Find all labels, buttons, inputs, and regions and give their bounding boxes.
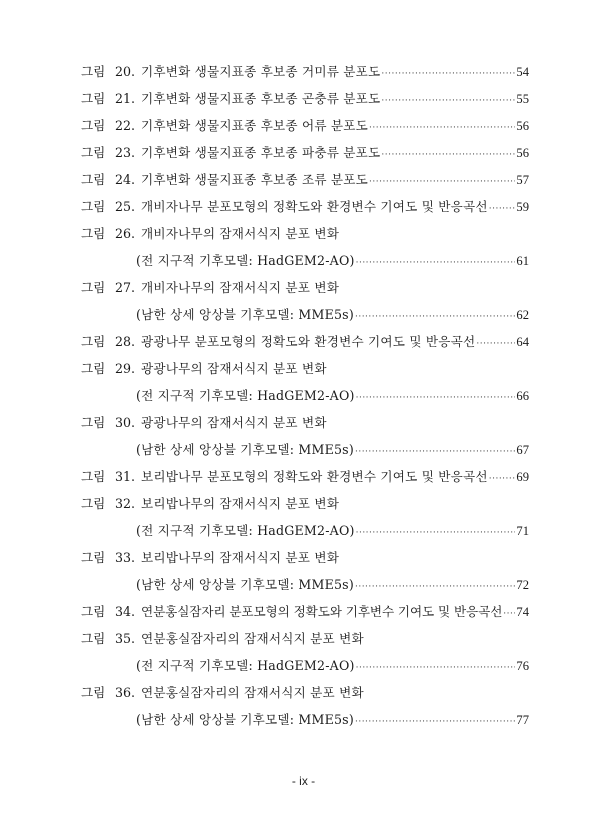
entry-prefix: 그림: [81, 415, 106, 430]
toc-entry[interactable]: [0, 274, 607, 301]
entry-number: 32.: [115, 496, 136, 511]
page-number: - ix -: [291, 774, 316, 788]
entry-number: 28.: [115, 334, 136, 349]
entry-prefix: 그림: [81, 334, 106, 349]
entry-title: 연분홍실잠자리의 잠재서식지 분포 변화: [141, 631, 364, 646]
dot-leader: [356, 385, 516, 412]
entry-prefix: 그림: [81, 64, 106, 79]
entry-page-number: 72: [516, 578, 529, 592]
entry-line: [136, 382, 529, 412]
entry-title: (전 지구적 기후모델: HadGEM2-AO): [136, 658, 355, 673]
entry-number: 31.: [115, 469, 136, 484]
toc-entry[interactable]: [0, 652, 607, 679]
dot-leader: [369, 169, 515, 196]
entry-number: 34.: [115, 604, 136, 619]
entry-line: [141, 490, 529, 517]
entry-page-number: 76: [516, 659, 529, 673]
entry-line: [141, 274, 529, 301]
entry-prefix: 그림: [81, 280, 106, 295]
dot-leader: [355, 439, 515, 466]
entry-page-number: 71: [516, 524, 529, 538]
entry-prefix: 그림: [81, 226, 106, 241]
figure-list: [0, 58, 607, 733]
toc-entry[interactable]: [0, 544, 607, 571]
entry-line: [136, 571, 529, 601]
entry-prefix: 그림: [81, 631, 106, 646]
entry-title: (전 지구적 기후모델: HadGEM2-AO): [136, 253, 355, 268]
entry-title: 개비자나무의 잠재서식지 분포 변화: [141, 226, 340, 241]
entry-prefix: 그림: [81, 361, 106, 376]
entry-line: [141, 85, 529, 115]
toc-entry[interactable]: [0, 706, 607, 733]
entry-page-number: 56: [516, 146, 529, 160]
entry-title: 기후변화 생물지표종 후보종 거미류 분포도: [141, 64, 381, 79]
entry-prefix: 그림: [81, 118, 106, 133]
entry-number: 21.: [115, 91, 136, 106]
toc-entry[interactable]: [0, 463, 607, 490]
toc-entry[interactable]: [0, 571, 607, 598]
dot-leader: [381, 88, 515, 115]
entry-title: 기후변화 생물지표종 후보종 파충류 분포도: [141, 145, 381, 160]
toc-entry[interactable]: [0, 247, 607, 274]
toc-entry[interactable]: [0, 301, 607, 328]
dot-leader: [489, 466, 516, 493]
dot-leader: [489, 196, 516, 223]
toc-entry[interactable]: [0, 436, 607, 463]
entry-line: [141, 193, 529, 223]
entry-line: [136, 436, 529, 466]
toc-entry[interactable]: [0, 517, 607, 544]
entry-title: (전 지구적 기후모델: HadGEM2-AO): [136, 523, 355, 538]
entry-title: (남한 상세 앙상블 기후모델: MME5s): [136, 712, 354, 727]
entry-title: 광광나무의 잠재서식지 분포 변화: [141, 415, 327, 430]
entry-prefix: 그림: [81, 199, 106, 214]
entry-page-number: 57: [516, 173, 529, 187]
dot-leader: [356, 655, 516, 682]
toc-entry[interactable]: [0, 625, 607, 652]
entry-title: 개비자나무의 잠재서식지 분포 변화: [141, 280, 340, 295]
entry-line: [141, 355, 529, 382]
entry-line: [136, 301, 529, 331]
dot-leader: [355, 709, 515, 736]
entry-number: 27.: [115, 280, 136, 295]
entry-prefix: 그림: [81, 550, 106, 565]
toc-entry[interactable]: [0, 166, 607, 193]
entry-page-number: 55: [516, 92, 529, 106]
entry-page-number: 74: [516, 605, 529, 619]
dot-leader: [355, 574, 515, 601]
entry-title: 개비자나무 분포모형의 정확도와 환경변수 기여도 및 반응곡선: [141, 199, 488, 214]
dot-leader: [369, 115, 515, 142]
entry-number: 22.: [115, 118, 136, 133]
entry-title: 기후변화 생물지표종 후보종 곤충류 분포도: [141, 91, 381, 106]
entry-title: 광광나무 분포모형의 정확도와 환경변수 기여도 및 반응곡선: [141, 334, 476, 349]
toc-entry[interactable]: [0, 139, 607, 166]
entry-page-number: 54: [516, 65, 529, 79]
dot-leader: [381, 61, 515, 88]
entry-title: 기후변화 생물지표종 후보종 조류 분포도: [141, 172, 369, 187]
dot-leader: [503, 601, 515, 628]
entry-page-number: 56: [516, 119, 529, 133]
toc-entry[interactable]: [0, 355, 607, 382]
dot-leader: [356, 520, 516, 547]
entry-line: [141, 58, 529, 88]
entry-line: [141, 112, 529, 142]
entry-number: 24.: [115, 172, 136, 187]
entry-prefix: 그림: [81, 145, 106, 160]
entry-title: (남한 상세 앙상블 기후모델: MME5s): [136, 442, 354, 457]
entry-line: [141, 598, 529, 628]
entry-prefix: 그림: [81, 172, 106, 187]
toc-entry[interactable]: [0, 598, 607, 625]
entry-title: 보리밥나무의 잠재서식지 분포 변화: [141, 496, 340, 511]
entry-number: 23.: [115, 145, 136, 160]
entry-title: 보리밥나무의 잠재서식지 분포 변화: [141, 550, 340, 565]
entry-number: 35.: [115, 631, 136, 646]
entry-title: 연분홍실잠자리 분포모형의 정확도와 기후변수 기여도 및 반응곡선: [141, 604, 503, 619]
entry-page-number: 77: [516, 713, 529, 727]
entry-prefix: 그림: [81, 91, 106, 106]
entry-page-number: 67: [516, 443, 529, 457]
entry-line: [141, 328, 529, 358]
entry-number: 26.: [115, 226, 136, 241]
entry-number: 29.: [115, 361, 136, 376]
entry-number: 36.: [115, 685, 136, 700]
entry-page-number: 69: [516, 470, 529, 484]
toc-entry[interactable]: [0, 112, 607, 139]
toc-entry[interactable]: [0, 220, 607, 247]
entry-title: 광광나무의 잠재서식지 분포 변화: [141, 361, 327, 376]
entry-line: [141, 463, 529, 493]
entry-page-number: 59: [516, 200, 529, 214]
entry-line: [141, 166, 529, 196]
entry-line: [136, 706, 529, 736]
entry-line: [141, 679, 529, 706]
entry-title: (남한 상세 앙상블 기후모델: MME5s): [136, 307, 354, 322]
entry-page-number: 66: [516, 389, 529, 403]
entry-line: [141, 220, 529, 247]
entry-page-number: 64: [516, 335, 529, 349]
toc-entry[interactable]: [0, 409, 607, 436]
entry-title: 연분홍실잠자리의 잠재서식지 분포 변화: [141, 685, 364, 700]
entry-number: 20.: [115, 64, 136, 79]
entry-line: [141, 544, 529, 571]
entry-page-number: 61: [516, 254, 529, 268]
entry-line: [136, 247, 529, 277]
entry-line: [141, 409, 529, 436]
entry-line: [136, 517, 529, 547]
dot-leader: [356, 250, 516, 277]
toc-entry[interactable]: [0, 58, 607, 85]
entry-prefix: 그림: [81, 496, 106, 511]
entry-prefix: 그림: [81, 685, 106, 700]
entry-line: [141, 625, 529, 652]
entry-line: [136, 652, 529, 682]
entry-title: 기후변화 생물지표종 후보종 어류 분포도: [141, 118, 369, 133]
entry-title: (전 지구적 기후모델: HadGEM2-AO): [136, 388, 355, 403]
dot-leader: [381, 142, 515, 169]
toc-entry[interactable]: [0, 490, 607, 517]
entry-prefix: 그림: [81, 469, 106, 484]
toc-entry[interactable]: [0, 85, 607, 112]
entry-number: 25.: [115, 199, 136, 214]
entry-number: 33.: [115, 550, 136, 565]
entry-title: 보리밥나무 분포모형의 정확도와 환경변수 기여도 및 반응곡선: [141, 469, 488, 484]
entry-page-number: 62: [516, 308, 529, 322]
entry-number: 30.: [115, 415, 136, 430]
entry-prefix: 그림: [81, 604, 106, 619]
toc-entry[interactable]: [0, 679, 607, 706]
entry-line: [141, 139, 529, 169]
dot-leader: [355, 304, 515, 331]
toc-entry[interactable]: [0, 382, 607, 409]
toc-entry[interactable]: [0, 328, 607, 355]
dot-leader: [476, 331, 515, 358]
toc-entry[interactable]: [0, 193, 607, 220]
entry-title: (남한 상세 앙상블 기후모델: MME5s): [136, 577, 354, 592]
